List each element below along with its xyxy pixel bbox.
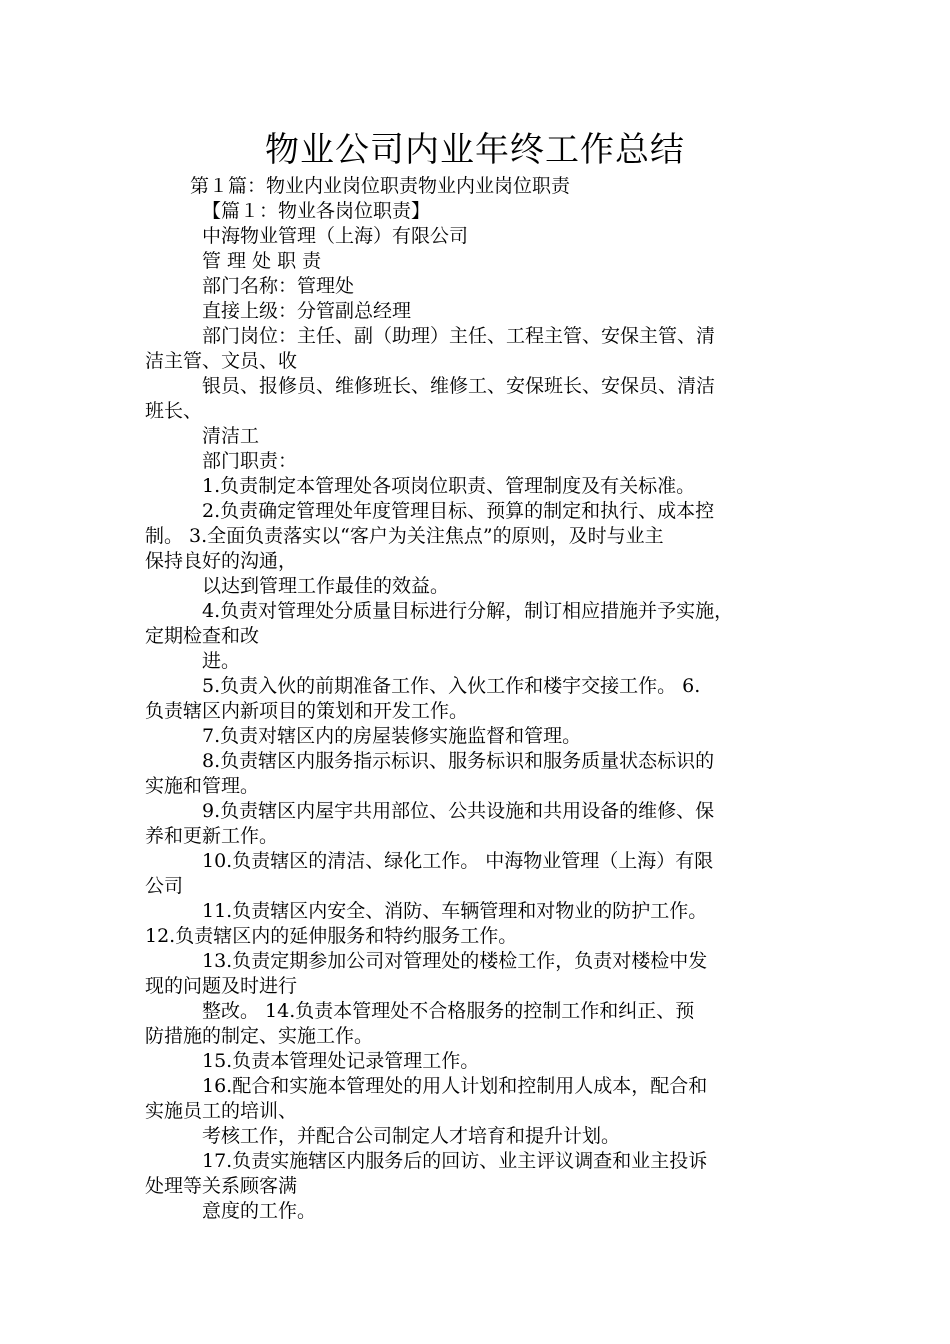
doc-line: 2.负责确定管理处年度管理目标、预算的制定和执行、成本控 xyxy=(202,500,715,522)
doc-line: 以达到管理工作最佳的效益。 xyxy=(202,575,450,597)
doc-line: 保持良好的沟通， xyxy=(145,550,298,572)
doc-line: 11.负责辖区内安全、消防、车辆管理和对物业的防护工作。 xyxy=(202,900,708,922)
doc-line: 7.负责对辖区内的房屋装修实施监督和管理。 xyxy=(202,725,582,747)
doc-line: 8.负责辖区内服务指示标识、服务标识和服务质量状态标识的 xyxy=(202,750,715,772)
document-title: 物业公司内业年终工作总结 xyxy=(265,130,685,170)
doc-line: 部门名称：管理处 xyxy=(202,275,355,297)
doc-line: 防措施的制定、实施工作。 xyxy=(145,1025,374,1047)
doc-line: 进。 xyxy=(202,650,241,672)
doc-line: 4.负责对管理处分质量目标进行分解，制订相应措施并予实施， xyxy=(202,600,734,622)
doc-line: 第１篇：物业内业岗位职责物业内业岗位职责 xyxy=(190,175,571,197)
doc-line: 清洁工 xyxy=(202,425,260,447)
doc-line: 【篇１：物业各岗位职责】 xyxy=(202,200,431,222)
doc-line: 制。 3.全面负责落实以“客户为关注焦点”的原则，及时与业主 xyxy=(145,525,664,547)
doc-line: 意度的工作。 xyxy=(202,1200,317,1222)
doc-line: 公司 xyxy=(145,875,184,897)
doc-line: 管 理 处 职 责 xyxy=(202,250,322,272)
doc-line: 处理等关系顾客满 xyxy=(145,1175,298,1197)
doc-line: 中海物业管理（上海）有限公司 xyxy=(202,225,469,247)
doc-line: 养和更新工作。 xyxy=(145,825,279,847)
doc-line: 5.负责入伙的前期准备工作、入伙工作和楼宇交接工作。 6. xyxy=(202,675,701,697)
doc-line: 12.负责辖区内的延伸服务和特约服务工作。 xyxy=(145,925,518,947)
doc-line: 15.负责本管理处记录管理工作。 xyxy=(202,1050,480,1072)
doc-line: 负责辖区内新项目的策划和开发工作。 xyxy=(145,700,469,722)
doc-line: 实施和管理。 xyxy=(145,775,260,797)
doc-line: 班长、 xyxy=(145,400,203,422)
doc-line: 10.负责辖区的清洁、绿化工作。 中海物业管理（上海）有限 xyxy=(202,850,714,872)
doc-line: 部门职责： xyxy=(202,450,298,472)
doc-line: 13.负责定期参加公司对管理处的楼检工作，负责对楼检中发 xyxy=(202,950,708,972)
doc-line: 洁主管、文员、收 xyxy=(145,350,298,372)
doc-line: 考核工作，并配合公司制定人才培育和提升计划。 xyxy=(202,1125,621,1147)
doc-line: 定期检查和改 xyxy=(145,625,260,647)
doc-line: 部门岗位：主任、副（助理）主任、工程主管、安保主管、清 xyxy=(202,325,716,347)
doc-line: 17.负责实施辖区内服务后的回访、业主评议调查和业主投诉 xyxy=(202,1150,708,1172)
doc-line: 现的问题及时进行 xyxy=(145,975,298,997)
doc-line: 直接上级：分管副总经理 xyxy=(202,300,412,322)
doc-line: 银员、报修员、维修班长、维修工、安保班长、安保员、清洁 xyxy=(202,375,716,397)
doc-line: 实施员工的培训、 xyxy=(145,1100,298,1122)
doc-line: 9.负责辖区内屋宇共用部位、公共设施和共用设备的维修、保 xyxy=(202,800,715,822)
doc-line: 1.负责制定本管理处各项岗位职责、管理制度及有关标准。 xyxy=(202,475,696,497)
doc-line: 整改。 14.负责本管理处不合格服务的控制工作和纠正、预 xyxy=(202,1000,695,1022)
doc-line: 16.配合和实施本管理处的用人计划和控制用人成本，配合和 xyxy=(202,1075,708,1097)
